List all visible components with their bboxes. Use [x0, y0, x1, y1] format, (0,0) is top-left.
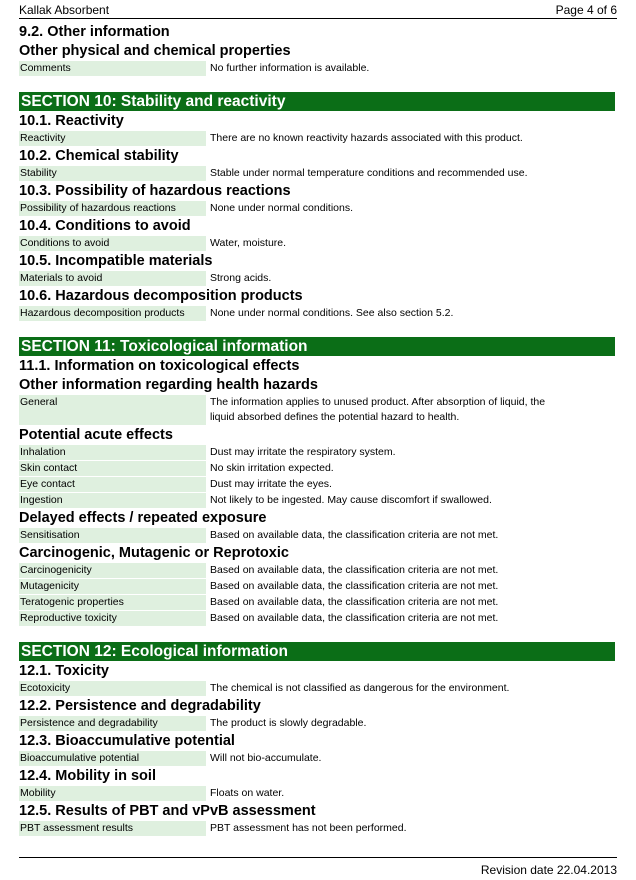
property-row — [19, 493, 615, 508]
property-row — [19, 166, 615, 181]
property-row — [19, 131, 615, 146]
property-value: Based on available data, the classification criteria are not met. — [210, 564, 499, 576]
property-row — [19, 821, 615, 836]
property-row — [19, 201, 615, 216]
property-value: Stable under normal temperature conditions and recommended use. — [210, 167, 528, 179]
property-value: Not likely to be ingested. May cause discomfort if swallowed. — [210, 494, 492, 506]
property-row — [19, 395, 615, 425]
property-value: PBT assessment has not been performed. — [210, 822, 407, 834]
subsection-heading: 10.4. Conditions to avoid — [19, 218, 191, 234]
property-row — [19, 61, 615, 76]
subsection-heading: 10.5. Incompatible materials — [19, 253, 213, 269]
property-value: The information applies to unused product. After absorption of liquid, the liquid absorbed defines the potential hazard to health. — [210, 396, 546, 423]
property-value: Dust may irritate the respiratory system. — [210, 446, 396, 458]
property-value: Based on available data, the classification criteria are not met. — [210, 612, 499, 624]
property-row — [19, 681, 615, 696]
property-label: Persistence and degradability — [19, 716, 206, 731]
property-label: Skin contact — [19, 461, 206, 476]
subsection-heading: Delayed effects / repeated exposure — [19, 510, 267, 526]
property-row — [19, 236, 615, 251]
property-value: None under normal conditions. — [210, 202, 354, 214]
property-label: Mutagenicity — [19, 579, 206, 594]
property-label: General — [19, 395, 206, 425]
section-title: SECTION 11: Toxicological information — [19, 337, 615, 356]
section-title: SECTION 10: Stability and reactivity — [19, 92, 615, 111]
subsection-heading: 9.2. Other information — [19, 24, 170, 40]
subsection-heading: 12.4. Mobility in soil — [19, 768, 156, 784]
section-title: SECTION 12: Ecological information — [19, 642, 615, 661]
property-row — [19, 461, 615, 476]
property-row — [19, 445, 615, 460]
property-label: Conditions to avoid — [19, 236, 206, 251]
property-row — [19, 477, 615, 492]
property-row — [19, 786, 615, 801]
property-value: Water, moisture. — [210, 237, 287, 249]
subsection-heading: Other physical and chemical properties — [19, 43, 291, 59]
property-row — [19, 306, 615, 321]
property-value: The chemical is not classified as dangerous for the environment. — [210, 682, 510, 694]
property-value: Based on available data, the classification criteria are not met. — [210, 596, 499, 608]
property-value: Strong acids. — [210, 272, 272, 284]
property-label: Bioaccumulative potential — [19, 751, 206, 766]
property-value: There are no known reactivity hazards associated with this product. — [210, 132, 523, 144]
property-label: Comments — [19, 61, 206, 76]
subsection-heading: Other information regarding health hazards — [19, 377, 318, 393]
property-label: Stability — [19, 166, 206, 181]
property-row — [19, 751, 615, 766]
property-value: Dust may irritate the eyes. — [210, 478, 332, 490]
property-label: Ecotoxicity — [19, 681, 206, 696]
subsection-heading: Carcinogenic, Mutagenic or Reprotoxic — [19, 545, 289, 561]
property-value: Based on available data, the classification criteria are not met. — [210, 529, 499, 541]
subsection-heading: 10.1. Reactivity — [19, 113, 124, 129]
property-label: Materials to avoid — [19, 271, 206, 286]
subsection-heading: 12.2. Persistence and degradability — [19, 698, 261, 714]
document-body — [19, 22, 615, 836]
property-value: Will not bio-accumulate. — [210, 752, 322, 764]
property-label: Teratogenic properties — [19, 595, 206, 610]
property-label: Sensitisation — [19, 528, 206, 543]
property-label: Reproductive toxicity — [19, 611, 206, 626]
property-label: Eye contact — [19, 477, 206, 492]
subsection-heading: Potential acute effects — [19, 427, 173, 443]
page-number: Page 4 of 6 — [555, 3, 617, 17]
page-header — [19, 2, 617, 19]
property-label: Reactivity — [19, 131, 206, 146]
property-value: None under normal conditions. See also section 5.2. — [210, 307, 454, 319]
subsection-heading: 12.1. Toxicity — [19, 663, 109, 679]
subsection-heading: 11.1. Information on toxicological effects — [19, 358, 300, 374]
property-value: No skin irritation expected. — [210, 462, 334, 474]
subsection-heading: 10.3. Possibility of hazardous reactions — [19, 183, 291, 199]
property-value: Based on available data, the classification criteria are not met. — [210, 580, 499, 592]
subsection-heading: 12.3. Bioaccumulative potential — [19, 733, 235, 749]
property-label: Mobility — [19, 786, 206, 801]
product-name: Kallak Absorbent — [19, 3, 110, 17]
property-label: Ingestion — [19, 493, 206, 508]
property-label: Possibility of hazardous reactions — [19, 201, 206, 216]
property-label: PBT assessment results — [19, 821, 206, 836]
property-row — [19, 595, 615, 610]
property-value: No further information is available. — [210, 62, 370, 74]
property-value: Floats on water. — [210, 787, 285, 799]
property-label: Hazardous decomposition products — [19, 306, 206, 321]
property-row — [19, 611, 615, 626]
subsection-heading: 12.5. Results of PBT and vPvB assessment — [19, 803, 316, 819]
property-row — [19, 579, 615, 594]
property-label: Carcinogenicity — [19, 563, 206, 578]
property-value: The product is slowly degradable. — [210, 717, 367, 729]
subsection-heading: 10.2. Chemical stability — [19, 148, 179, 164]
property-row — [19, 563, 615, 578]
property-row — [19, 528, 615, 543]
subsection-heading: 10.6. Hazardous decomposition products — [19, 288, 303, 304]
revision-date: Revision date 22.04.2013 — [480, 863, 617, 877]
property-label: Inhalation — [19, 445, 206, 460]
page-footer — [19, 857, 617, 878]
property-row — [19, 716, 615, 731]
property-row — [19, 271, 615, 286]
